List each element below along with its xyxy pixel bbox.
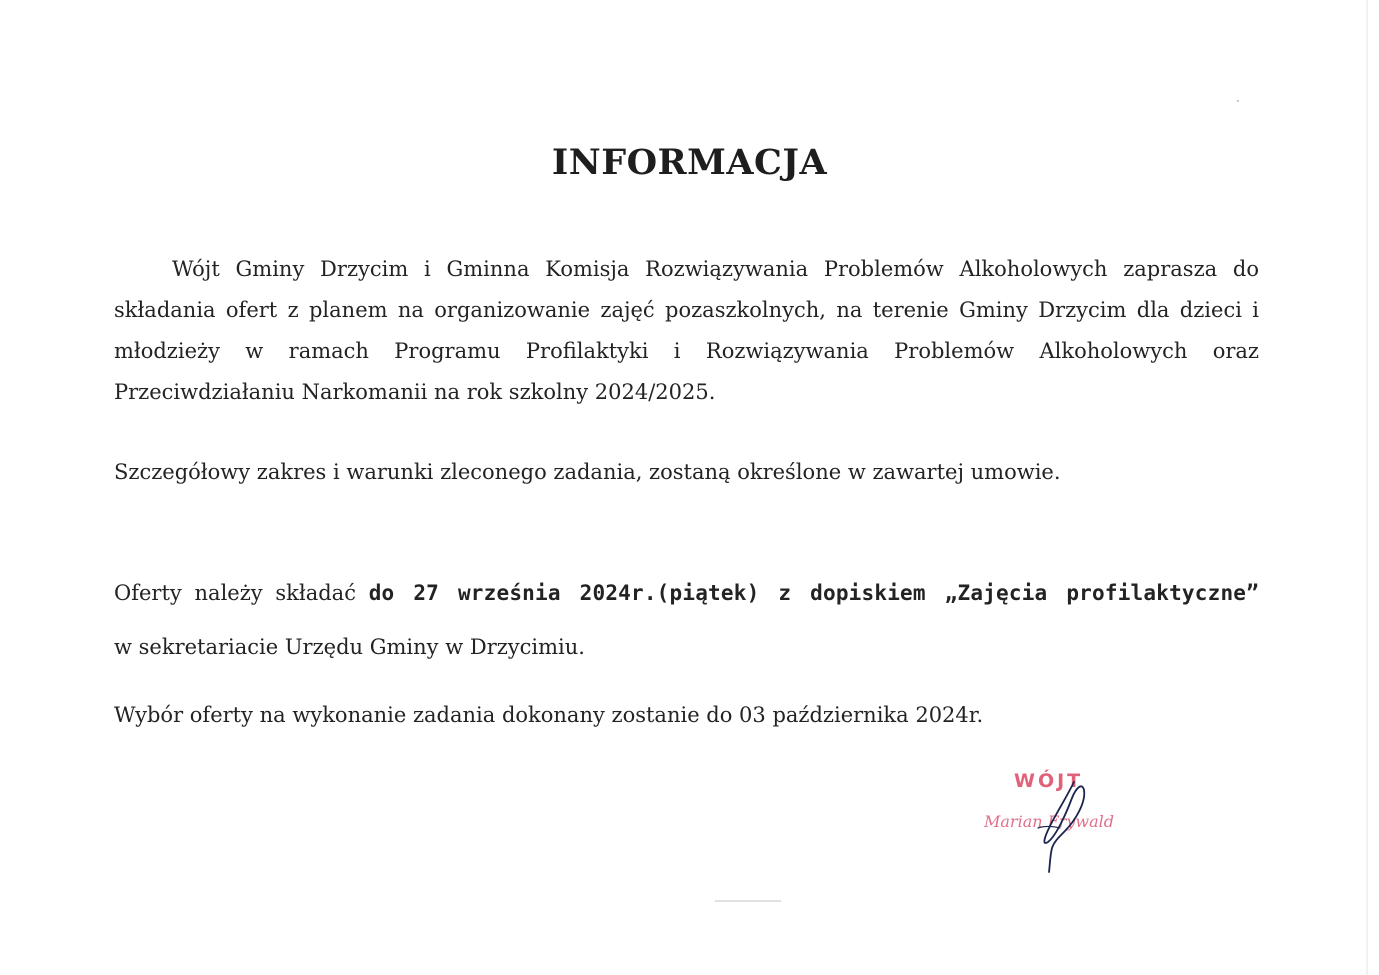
deadline-prefix: Oferty należy składać [114, 581, 369, 605]
paragraph-place: w sekretariacie Urzędu Gminy w Drzycimiu. [114, 635, 585, 659]
paragraph-selection-date: Wybór oferty na wykonanie zadania dokonany zostanie do 03 października 2024r. [114, 703, 984, 727]
paragraph-invitation: Wójt Gminy Drzycim i Gminna Komisja Rozwiązywania Problemów Alkoholowych zaprasza do składania ofert z planem na organizowanie zajęć pozaszkolnych, na terenie Gminy Drzycim dla dzieci i młodzieży w ramach Programu Profilaktyki i Rozwiązywania Problemów Alkoholowych oraz Przeciwdziałaniu Narkomanii na rok szkolny 2024/2025. [114, 257, 1259, 404]
scan-edge [1366, 0, 1368, 975]
document-title: INFORMACJA [551, 142, 828, 183]
paragraph-deadline [114, 573, 1259, 614]
paragraph-scope: Szczegółowy zakres i warunki zleconego zadania, zostaną określone w zawartej umowie. [114, 460, 1061, 484]
signature-icon [980, 768, 1140, 878]
stamp-name: Marian Frywald [984, 812, 1114, 831]
scan-artifact [1237, 100, 1239, 102]
official-stamp [980, 768, 1140, 878]
stamp-title: WÓJT [1014, 770, 1084, 792]
scan-artifact [715, 900, 781, 902]
deadline-bold-text: do 27 września 2024r.(piątek) z dopiskiem „Zajęcia profilaktyczne” [368, 581, 1259, 605]
